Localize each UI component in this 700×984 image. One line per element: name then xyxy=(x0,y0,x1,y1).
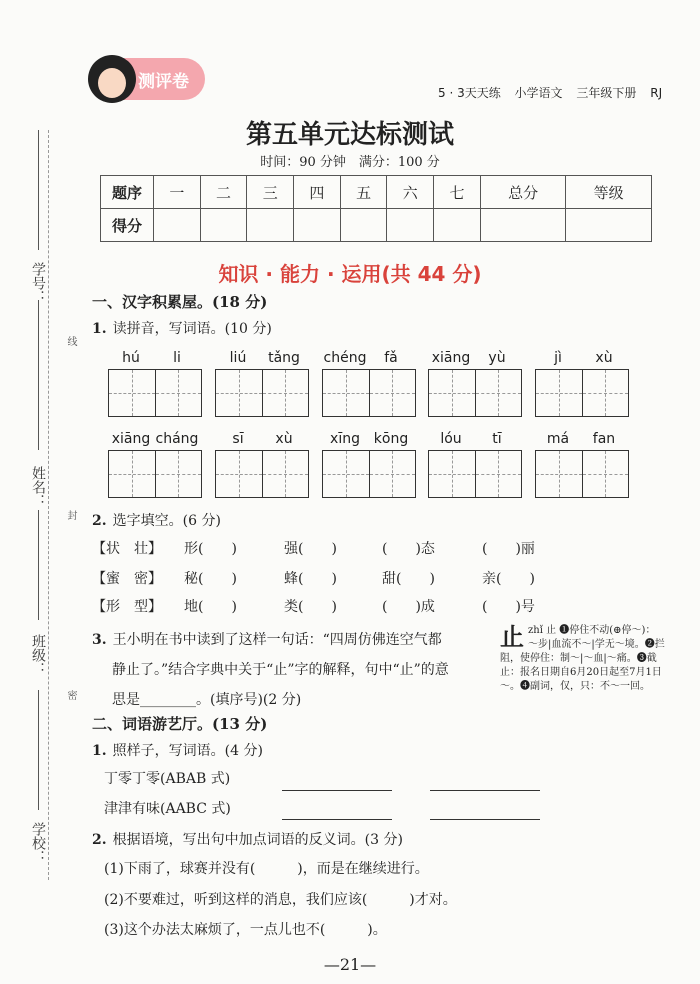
seal-mark-line: 线 xyxy=(65,336,76,346)
writing-box[interactable] xyxy=(535,450,629,498)
score-cell[interactable] xyxy=(247,209,294,242)
pinyin-10: má fan xyxy=(546,431,616,447)
q-text: 照样子，写词语。(4 分) xyxy=(112,743,263,759)
score-value-row xyxy=(101,209,652,242)
choice-pair: 【形 型】 xyxy=(92,599,162,615)
binding-line xyxy=(48,130,49,880)
table-col: 四 xyxy=(294,176,341,209)
q-number: 3. xyxy=(92,632,107,648)
choice-pair: 【蜜 密】 xyxy=(92,571,162,587)
part1-q1 xyxy=(92,318,272,338)
choice-pair: 【状 壮】 xyxy=(92,541,162,557)
sentence-3[interactable]: (3)这个办法太麻烦了，一点儿也不( )。 xyxy=(104,922,387,938)
dict-text: zhǐ 止 ❶停住不动(⊕停～)：～步|血流不～|学无～境。❷拦阻，使停住：制～|～血|～痛。❸截止：报名日期自6月20日起至7月1日～。❹副词，仅，只：不～一回。 xyxy=(500,625,665,692)
student-id-label: 学号： xyxy=(30,262,46,304)
table-col: 三 xyxy=(247,176,294,209)
choice-blank[interactable]: ( )成 xyxy=(382,599,435,615)
score-table xyxy=(100,175,652,242)
pinyin-3: chéng fǎ xyxy=(323,350,398,366)
class-line xyxy=(38,510,39,620)
answer-line[interactable] xyxy=(430,790,540,791)
badge-label: 测评卷 xyxy=(138,72,189,92)
example-2: 津津有味(AABC 式) xyxy=(104,801,231,817)
q-text: 根据语境，写出句中加点词语的反义词。(3 分) xyxy=(112,832,403,848)
table-col: 二 xyxy=(200,176,247,209)
pinyin-9: lóu tī xyxy=(440,431,502,447)
writing-box[interactable] xyxy=(215,369,309,417)
table-col: 等级 xyxy=(566,176,652,209)
seal-mark-seal: 封 xyxy=(65,510,76,520)
writing-box[interactable] xyxy=(428,369,522,417)
class-label: 班级： xyxy=(30,634,46,676)
dictionary-entry xyxy=(500,624,665,694)
pinyin-2: liú tǎng xyxy=(229,350,300,366)
choice-blank[interactable]: 强( ) xyxy=(284,541,337,557)
score-cell[interactable] xyxy=(340,209,387,242)
writing-box[interactable] xyxy=(535,369,629,417)
q-text-line: 思是________。(填序号)(2 分) xyxy=(112,692,302,708)
series-subject: 小学语文 xyxy=(514,86,563,100)
choice-blank[interactable]: ( )号 xyxy=(482,599,535,615)
choice-blank[interactable]: ( )态 xyxy=(382,541,435,557)
part1-q2 xyxy=(92,510,221,530)
pinyin-7: sī xù xyxy=(232,431,293,447)
writing-box[interactable] xyxy=(108,450,202,498)
score-header-row xyxy=(101,176,652,209)
part2-title: 二、词语游艺厅。(13 分) xyxy=(92,715,268,733)
choice-blank[interactable]: 甜( ) xyxy=(382,571,435,587)
table-col: 总分 xyxy=(480,176,566,209)
score-cell[interactable] xyxy=(434,209,481,242)
pinyin-5: jì xù xyxy=(554,350,613,366)
sentence-2[interactable]: (2)不要难过，听到这样的消息，我们应该( )才对。 xyxy=(104,892,457,908)
example-1: 丁零丁零(ABAB 式) xyxy=(104,771,231,787)
pinyin-1: hú li xyxy=(122,350,181,366)
writing-box[interactable] xyxy=(428,450,522,498)
score-cell[interactable] xyxy=(566,209,652,242)
series-grade: 三年级下册 xyxy=(576,86,637,100)
series-brand: 5 · 3天天练 xyxy=(438,86,501,100)
score-cell[interactable] xyxy=(387,209,434,242)
q-text-line: 王小明在书中读到了这样一句话：“四周仿佛连空气都 xyxy=(112,632,442,648)
pinyin-4: xiāng yù xyxy=(431,350,506,366)
seal-mark-secret: 密 xyxy=(65,690,76,700)
score-cell[interactable] xyxy=(154,209,201,242)
choice-blank[interactable]: 类( ) xyxy=(284,599,337,615)
answer-line[interactable] xyxy=(430,819,540,820)
q-text-line: 静止了。”结合字典中关于“止”字的解释，句中“止”的意 xyxy=(112,662,449,678)
part1-q3 xyxy=(92,625,492,715)
score-cell[interactable] xyxy=(480,209,566,242)
q-number: 2. xyxy=(92,832,107,848)
part2-q2 xyxy=(92,829,403,849)
writing-box[interactable] xyxy=(322,369,416,417)
table-col: 七 xyxy=(434,176,481,209)
writing-box[interactable] xyxy=(322,450,416,498)
writing-box[interactable] xyxy=(215,450,309,498)
q-text: 选字填空。(6 分) xyxy=(112,513,221,529)
series-info xyxy=(438,84,672,101)
mascot-face-icon xyxy=(98,68,126,98)
q-number: 1. xyxy=(92,743,107,759)
table-col: 六 xyxy=(387,176,434,209)
table-head-order: 题序 xyxy=(101,176,154,209)
part1-title: 一、汉字积累屋。(18 分) xyxy=(92,293,268,311)
sentence-1[interactable]: (1)下雨了，球赛并没有( )，而是在继续进行。 xyxy=(104,861,429,877)
score-cell[interactable] xyxy=(200,209,247,242)
name-line xyxy=(38,300,39,450)
school-label: 学校： xyxy=(30,822,46,864)
test-info: 时间：90 分钟 满分：100 分 xyxy=(260,155,440,170)
choice-blank[interactable]: 秘( ) xyxy=(184,571,237,587)
answer-line[interactable] xyxy=(282,819,392,820)
writing-box[interactable] xyxy=(108,369,202,417)
section-title: 知识 · 能力 · 运用(共 44 分) xyxy=(218,262,482,286)
series-edition: RJ xyxy=(650,86,663,100)
score-cell[interactable] xyxy=(294,209,341,242)
pinyin-8: xīng kōng xyxy=(330,431,409,447)
choice-blank[interactable]: 形( ) xyxy=(184,541,237,557)
page-title: 第五单元达标测试 xyxy=(245,120,454,150)
pinyin-6: xiāng cháng xyxy=(111,431,199,447)
page-number: —21— xyxy=(323,955,377,974)
table-head-score: 得分 xyxy=(101,209,154,242)
choice-blank[interactable]: 地( ) xyxy=(184,599,237,615)
choice-blank[interactable]: 蜂( ) xyxy=(284,571,337,587)
table-col: 五 xyxy=(340,176,387,209)
q-number: 1. xyxy=(92,321,107,337)
school-line xyxy=(38,690,39,810)
part2-q1 xyxy=(92,740,263,760)
name-label: 姓名： xyxy=(30,466,46,508)
dict-char: 止 xyxy=(500,622,524,651)
q-number: 2. xyxy=(92,513,107,529)
choice-blank[interactable]: ( )丽 xyxy=(482,541,535,557)
answer-line[interactable] xyxy=(282,790,392,791)
table-col: 一 xyxy=(154,176,201,209)
choice-blank[interactable]: 亲( ) xyxy=(482,571,535,587)
q-text: 读拼音，写词语。(10 分) xyxy=(112,321,272,337)
